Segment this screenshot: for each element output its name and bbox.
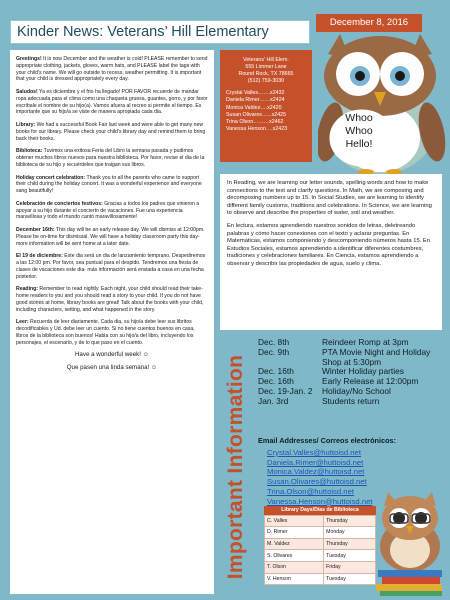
school-name: Veterans' Hill Elem. [243, 57, 289, 63]
closing-english: Have a wonderful week! ☺ [74, 351, 150, 359]
owl-illustration [318, 34, 446, 174]
school-city: Round Rock, TX 78665 [238, 71, 294, 78]
school-street: 555 Limmer Lane [245, 64, 287, 71]
event-description: Holiday/No School [322, 385, 391, 396]
staff-extension: Crystal Valles…….x2432 [226, 90, 285, 97]
email-link-valles[interactable]: Crystal.Valles@huttoisd.net [267, 448, 361, 457]
paragraph-saludos: Saludos! Ya es diciembre y el frio ha llegado! POR FAVOR recuerde de mandar ropa adecuada para el clima como una chaqueta gruesa, guantes, gorro, y por favor escribale el nombre de su hijo(a). Vamos afuera al recreo si permite el tiempo. Es importante que su hijo/a se viste de manera apropiada cada dia. [16, 89, 208, 116]
paragraph-holiday-concert: Holiday concert celebration: Thank you to all the parents who came to support their child during the holiday concert. It was a wonderful experience and everyone sang beautifully! [16, 174, 202, 194]
staff-extension: Daniela Rimer……x2424 [226, 97, 285, 104]
learning-box [220, 174, 442, 330]
event-date: Jan. 3rd [258, 395, 289, 406]
event-description: Students return [322, 395, 380, 406]
learning-spanish: En lectura, estamos aprendiendo nuestros sonidos de letras, deletreando palabras y cómo hacer conexiones con el texto y aclarar preguntas. En Matemáticas, estamos componiendo y descomponiendo números hasta 15. En Estudios Sociales, estamos aprendiendo a identificar diferentes costumbres, tradiciones y celebraciones familiares. En Ciencia, estamos aprendiendo a observar y describir las propiedades de agua, suelo y clima. [227, 222, 431, 267]
learning-english: In Reading, we are learning our letter sounds, spelling words and how to make connections to the text and clarify questions. In Math, we are composing and decomposing numbers up to 15. In Social Studies, we are learning to identify different family customs, traditions and celebrations. In Science, we are learning to observe and describe the properties of water, soil and weather. [227, 180, 432, 217]
event-description: Winter Holiday parties [322, 366, 404, 377]
event-row [258, 348, 446, 368]
staff-extension: Monica Valdez….x2420 [226, 104, 282, 111]
date-badge: December 8, 2016 [316, 14, 422, 32]
event-date: Dec. 16th [258, 376, 294, 387]
paragraph-biblioteca: Biblioteca: Tuvimos una exitosa Feria del Libro la semana pasada y pudimos obtener muchos libros nuevos para nuestra biblioteca. Por favor, revise el dia de la biblioteca de su hijo y recuérdeles que traigan sus libros. [16, 148, 205, 168]
email-heading: Email Addresses/ Correos electrónicos: [258, 436, 397, 445]
closing-spanish: Que pasen una linda semana! ☺ [66, 364, 158, 371]
event-description: Early Release at 12:00pm [322, 376, 419, 387]
school-phone: (512) 759-3030 [247, 78, 285, 85]
paragraph-19-diciembre: El 19 de diciembre: Este dia será un dia de lanzamiento temprano. Despediremos a las 12:00 pm. Por favor, sea puntual para el despido. Tendremos una fiesta de clases de vacaciones este dia- más información será enviada a casa en una fecha posterior. [16, 253, 206, 280]
event-date: Dec. 8th [258, 337, 290, 347]
table-row: T. Olson Friday [265, 561, 376, 573]
event-row [258, 397, 446, 407]
table-row: V. Henson Tuesday [265, 573, 376, 585]
important-info-title: Important Information [224, 354, 247, 580]
table-row: C. Valles Thursday [265, 515, 376, 527]
event-date: Dec. 9th [258, 346, 290, 357]
events-list [258, 338, 446, 434]
paragraph-dec-16: December 16th: This day will be an early release day. We will dismiss at 12:00pm. Please be on-time for dismissal. We will have a holiday classroom party this day- more information will be sent home at a later date. [16, 227, 205, 247]
newsletter-title: Kinder News: Veterans’ Hill Elementary [10, 20, 310, 44]
library-days-table [264, 506, 376, 585]
paragraph-leer: Leer: Recuerda de leer diariamente. Cada dia, su hijo/a debe leer sus libritos decodificables y Ud. debe leer un cuento. Si no tiene cuentos buenos en casa, libros de la biblioteca son buenos! Habla con su hijo/a del libro, incluyendo los personajes, el escenario, y de lo que paso en el cuento. [16, 319, 195, 346]
owl-greeting: Whoo Whoo Hello! [345, 112, 373, 150]
table-row: S. Olivares Tuesday [265, 550, 376, 562]
school-contact-box [220, 50, 312, 162]
staff-extension: Vanessa Henson….x2423 [226, 125, 288, 132]
staff-extension: Susan Olivares…...x2425 [226, 111, 287, 118]
paragraph-concierto: Celebración de conciertos festivos: Gracias a todos los padres que vinieron a apoyar a su hijo durante el concierto de vacaciones. Fue una experiencia maravillosa y todo el mundo cantó maravillosamente! [16, 200, 200, 221]
email-link-olson[interactable]: Trina.Olson@huttoisd.net [267, 486, 354, 496]
event-description: PTA Movie Night and Holiday Shop at 5:30pm [322, 346, 431, 367]
email-link-valdez[interactable]: Monica.Valdez@huttoisd.net [267, 467, 365, 477]
email-link-olivares[interactable]: Susan.Olivares@huttoisd.net [267, 477, 367, 487]
event-description: Reindeer Romp at 3pm [322, 337, 409, 347]
owl-with-books-illustration [372, 484, 448, 596]
paragraph-greetings: Greetings! It is now December and the weather is cold! PLEASE remember to send appropriate clothing, jackets, gloves, warm hats, and PLEASE label the tags with your child's name. We will go outside to recess, weather permitting. It is important that your child is dressed appropriately every day. [16, 56, 208, 83]
table-row: D. Rimer Monday [265, 527, 376, 539]
announcements-column [10, 50, 214, 594]
email-link-henson[interactable]: Vanessa.Henson@huttoisd.net [267, 496, 373, 506]
staff-extension: Trina Olson………x2462 [226, 118, 284, 125]
event-date: Dec. 16th [258, 366, 294, 377]
event-date: Dec. 19-Jan. 2 [258, 385, 313, 396]
paragraph-library: Library: We had a successful Book Fair last week and were able to get many new books for our library. Please check your child's library day and remind them to bring back their books. [16, 122, 206, 142]
library-table-header: Library Days/Días de Biblioteca [264, 506, 376, 515]
email-link-rimer[interactable]: Daniela.Rimer@huttoisd.net [267, 457, 364, 467]
paragraph-reading: Reading: Remember to read nightly. Each night, your child should read their take-home readers to you and you should read a story to your child. If you do not have good stories at home, library books are great! Talk about the books with your child, including characters, setting, and what happened in the story. [16, 286, 204, 313]
table-row: M. Valdez Thursday [265, 538, 376, 550]
